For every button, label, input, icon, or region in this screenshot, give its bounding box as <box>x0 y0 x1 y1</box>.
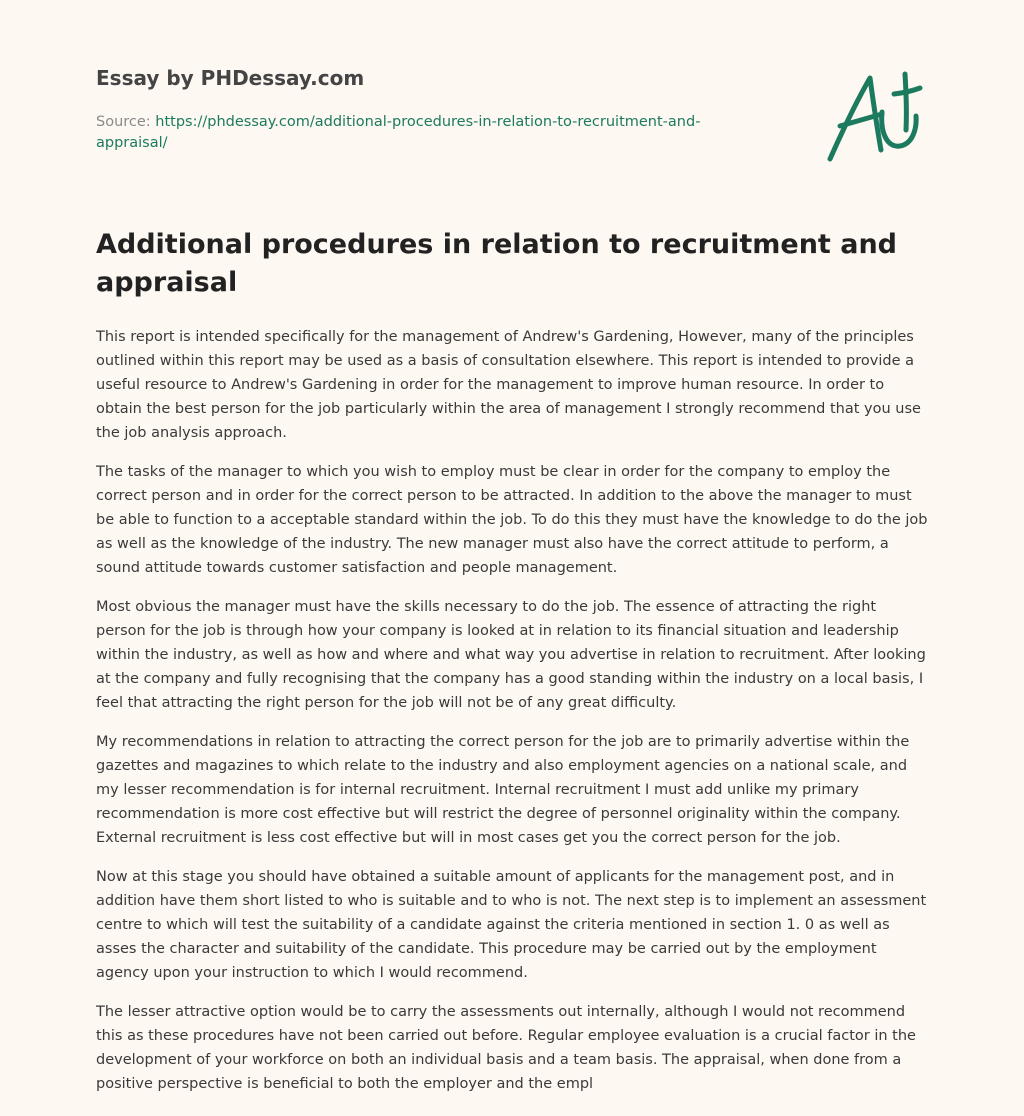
source-link[interactable]: https://phdessay.com/additional-procedures-in-relation-to-recruitment-and-appraisal/ <box>96 114 701 151</box>
a-plus-logo-icon <box>824 64 928 168</box>
essay-body <box>96 325 928 1111</box>
essay-paragraph: The lesser attractive option would be to carry the assessments out internally, although I would not recommend this as these procedures have not been carried out before. Regular employee evaluation is a crucial factor in the development of your workforce on both an individual basis and a team basis. The appraisal, when done from a positive perspective is beneficial to both the employer and the empl <box>96 1004 916 1092</box>
essay-title: Additional procedures in relation to recruitment and appraisal <box>96 229 898 298</box>
essay-paragraph: Now at this stage you should have obtained a suitable amount of applicants for the management post, and in addition have them short listed to who is suitable and to who is not. The next step is to implement an assessment centre to which will test the suitability of a candidate against the criteria mentioned in section 1. 0 as well as asses the character and suitability of the candidate. This procedure may be carried out by the employment agency upon your instruction to which I would recommend. <box>96 869 927 981</box>
essay-paragraph: Most obvious the manager must have the skills necessary to do the job. The essence of attracting the right person for the job is through how your company is looked at in relation to its financial situation and leadership within the industry, as well as how and where and what way you advertise in relation to recruitment. After looking at the company and fully recognising that the company has a good standing within the industry on a local basis, I feel that attracting the right person for the job will not be of any great difficulty. <box>96 599 926 711</box>
essay-paragraph: The tasks of the manager to which you wish to employ must be clear in order for the company to employ the correct person and in order for the correct person to be attracted. In addition to the above the manager to must be able to function to a acceptable standard within the job. To do this they must have the knowledge to do the job as well as the knowledge of the industry. The new manager must also have the correct attitude to perform, a sound attitude towards customer satisfaction and people management. <box>96 464 928 576</box>
site-title: Essay by PHDessay.com <box>96 66 365 90</box>
a-plus-logo-graphic <box>824 64 928 168</box>
source-label: Source: <box>96 114 151 130</box>
essay-paragraph: My recommendations in relation to attracting the correct person for the job are to primarily advertise within the gazettes and magazines to which relate to the industry and also employment agencies on a national scale, and my lesser recommendation is for internal recruitment. Internal recruitment I must add unlike my primary recommendation is more cost effective but will restrict the degree of personnel originality within the company. External recruitment is less cost effective but will in most cases get you the correct person for the job. <box>96 734 910 846</box>
essay-paragraph: This report is intended specifically for the management of Andrew's Gardening, However, many of the principles outlined within this report may be used as a basis of consultation elsewhere. This report is intended to provide a useful resource to Andrew's Gardening in order for the management to improve human resource. In order to obtain the best person for the job particularly within the area of management I strongly recommend that you use the job analysis approach. <box>96 329 921 441</box>
source-line <box>96 112 736 154</box>
